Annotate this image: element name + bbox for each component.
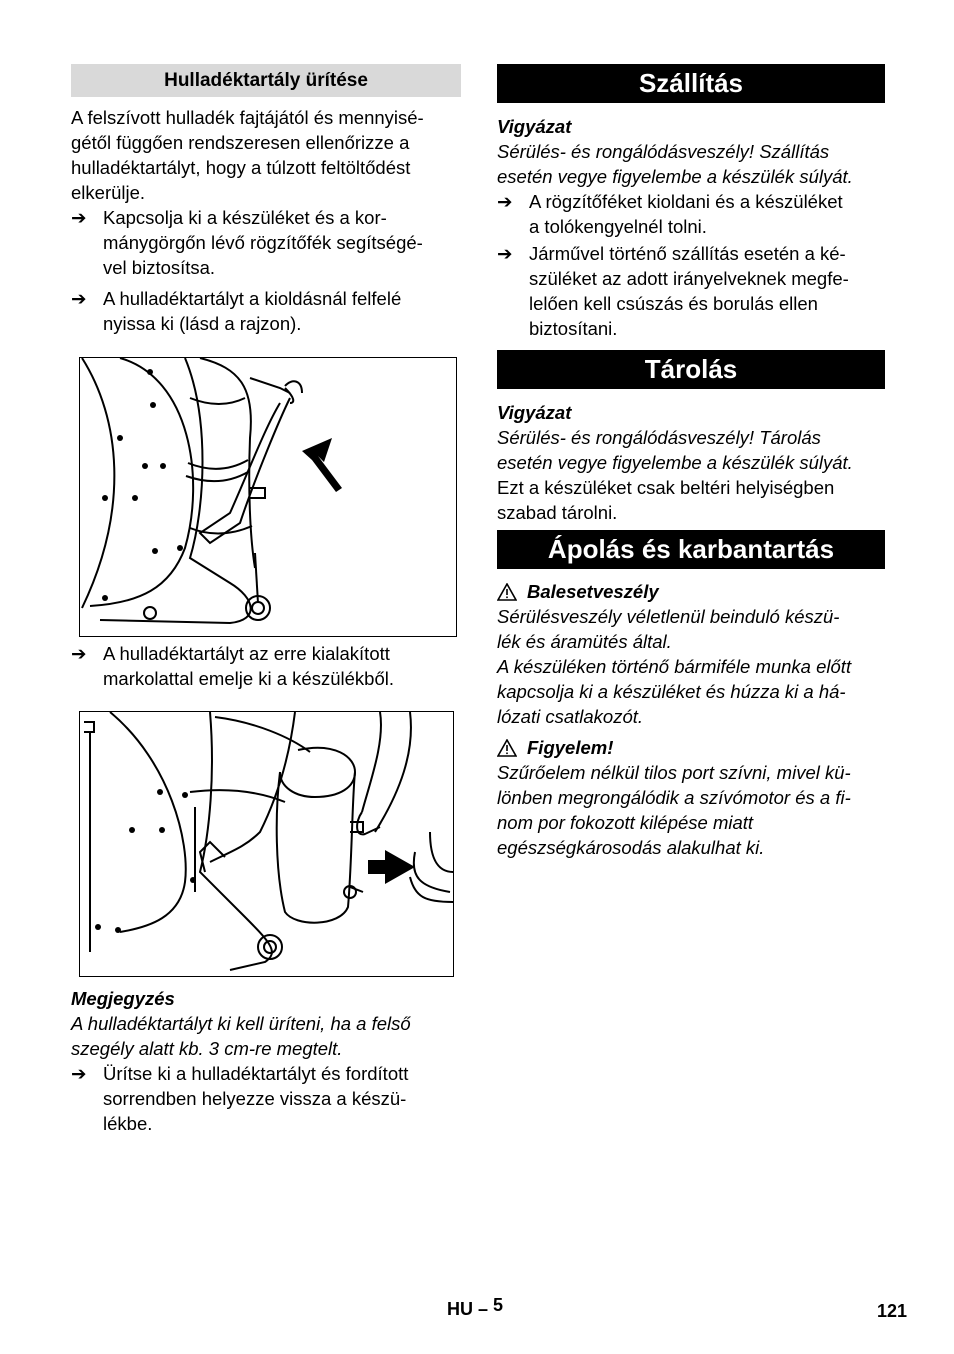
warning-triangle-icon [497,583,517,601]
left-column [71,64,461,1136]
care-danger-title: Balesetveszély [527,581,659,602]
step-open-container: ➔ A hulladéktartályt a kioldásnál felfelé nyissa ki (lásd a rajzon). [71,288,402,334]
note-title: Megjegyzés [71,988,175,1009]
right-column [497,64,885,860]
care-danger-title-row [497,579,885,604]
figure-lift-container [79,711,454,977]
section-heading-storage: Tárolás [497,350,885,389]
intro-paragraph: A felszívott hulladék fajtájától és mennyisé- gétől függően rendszeresen ellenőrizze a hulladéktartályt, hogy a túlzott feltöltődést elkerülje. [71,107,424,203]
arrow-right-icon: ➔ [497,191,513,212]
care-attention-title: Figyelem! [527,737,614,758]
step-lift-container: ➔ A hulladéktartályt az erre kialakított markolattal emelje ki a készülékből. [71,643,394,689]
arrow-right-icon: ➔ [71,207,87,228]
care-attention-text: Szűrőelem nélkül tilos port szívni, mivel kü- lönben megrongálódik a szívómotor és a fi- nom por fokozott kilépése miatt egészségkárosodás alakulhat ki. [497,762,851,858]
step-empty-container: ➔ Ürítse ki a hulladéktartályt és fordított sorrendben helyezze vissza a készü- lékbe. [71,1063,409,1134]
warning-triangle-icon [497,739,517,757]
arrow-right-icon: ➔ [71,643,87,664]
section-heading-emptying: Hulladéktartály ürítése [71,64,461,97]
arrow-right-icon: ➔ [71,1063,87,1084]
care-danger-text: Sérülésveszély véletlenül beinduló készü- lék és áramütés által. A készüléken történő bármiféle munka előtt kapcsolja ki a készüléket és húzza ki a há- lózati csatlakozót. [497,606,852,727]
storage-text: Ezt a készüléket csak beltéri helyiségben szabad tárolni. [497,477,835,523]
storage-caution-text: Sérülés- és rongálódásveszély! Tárolás esetén vegye figyelembe a készülék súlyát. [497,427,853,473]
storage-caution-title: Vigyázat [497,402,572,423]
arrow-right-icon: ➔ [71,288,87,309]
figure-open-container [79,357,457,637]
transport-caution-title: Vigyázat [497,116,572,137]
section-heading-care: Ápolás és karbantartás [497,530,885,569]
care-attention-title-row [497,735,885,760]
transport-step-release-brake: ➔ A rögzítőféket kioldani és a készüléket a tolókengyelnél tolni. [497,191,843,237]
illustration-container-release [80,358,456,636]
section-heading-transport: Szállítás [497,64,885,103]
page-number: 121 [877,1301,908,1321]
footer-section-label: HU – 5 [447,1295,504,1319]
illustration-container-lift [80,712,453,976]
transport-step-vehicle: ➔ Járművel történő szállítás esetén a ké- szüléket az adott irányelveknek megfe- lelően kell csúszás és borulás ellen biztosítani. [497,243,849,339]
note-text: A hulladéktartályt ki kell üríteni, ha a felső szegély alatt kb. 3 cm-re megtelt. [71,1013,411,1059]
arrow-right-icon: ➔ [497,243,513,264]
transport-caution-text: Sérülés- és rongálódásveszély! Szállítás esetén vegye figyelembe a készülék súlyát. [497,141,853,187]
step-switch-off: ➔ Kapcsolja ki a készüléket és a kor- mánygörgőn lévő rögzítőfék segítségé- vel biztosítsa. [71,207,423,278]
